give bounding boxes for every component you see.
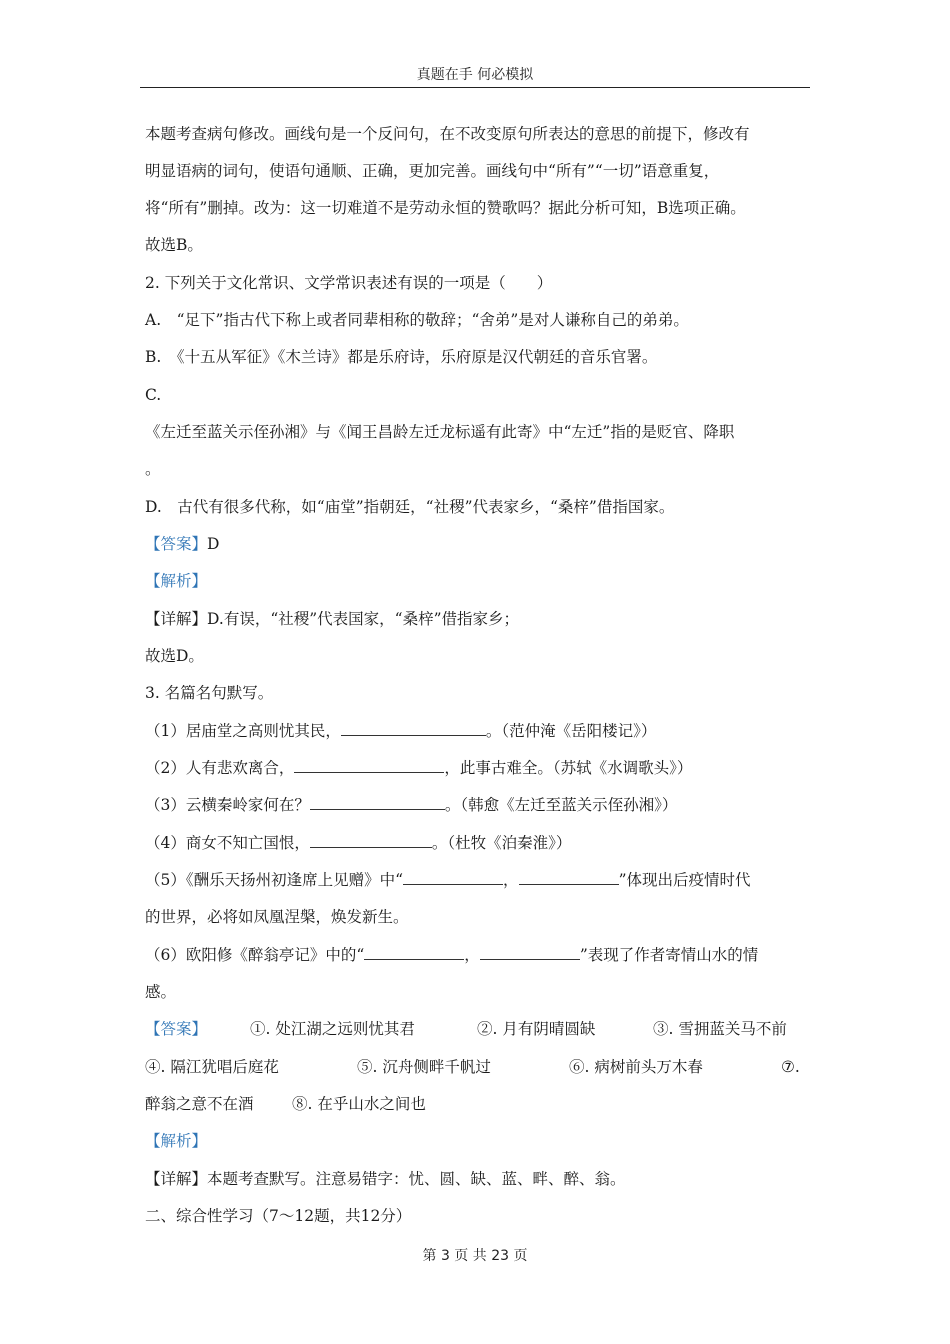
question-2-option-d: D. 古代有很多代称，如“庙堂”指朝廷，“社稷”代表家乡，“桑梓”借指国家。 <box>145 498 675 516</box>
analysis-line-2: 明显语病的词句，使语句通顺、正确，更加完善。画线句中“所有”“一切”语意重复， <box>145 162 720 180</box>
answer-5: ⑤. 沉舟侧畔千帆过 <box>357 1058 491 1076</box>
analysis-line-1: 本题考查病句修改。画线句是一个反问句，在不改变原句所表达的意思的前提下，修改有 <box>145 125 750 143</box>
analysis-line-4: 故选B。 <box>145 236 203 254</box>
section-2-title: 二、综合性学习（7～12题，共12分） <box>145 1207 412 1225</box>
answer-3: ③. 雪拥蓝关马不前 <box>653 1020 787 1038</box>
answer-value: D <box>207 535 220 553</box>
question-2-analysis-tag: 【解析】 <box>145 572 208 590</box>
fill-blank <box>341 721 486 736</box>
question-3-item-6: （6）欧阳修《醉翁亭记》中的“ ， ”表现了作者寄情山水的情 <box>145 946 759 964</box>
question-3-item-6-cont: 感。 <box>145 983 177 1001</box>
question-2-option-c-label: C. <box>145 386 162 404</box>
detail-text: D.有误，“社稷”代表国家，“桑梓”借指家乡； <box>207 610 520 628</box>
fill-blank <box>310 833 432 848</box>
page-header: 真题在手 何必模拟 <box>416 67 534 83</box>
detail-text: 本题考查默写。注意易错字：忧、圆、缺、蓝、畔、醉、翁。 <box>207 1170 626 1188</box>
detail-tag: 【详解】 <box>145 1170 208 1188</box>
question-2-answer <box>145 534 809 554</box>
answer-1: ①. 处江湖之远则忧其君 <box>250 1020 415 1038</box>
header-divider <box>140 87 810 88</box>
answer-tag: 【答案】 <box>145 1020 208 1038</box>
question-2-option-a: A. “足下”指古代下称上或者同辈相称的敬辞；“舍弟”是对人谦称自己的弟弟。 <box>145 311 689 329</box>
question-3-item-4: （4）商女不知亡国恨， 。（杜牧《泊秦淮》） <box>145 834 572 852</box>
fill-blank <box>480 945 580 960</box>
question-2-option-b: B. 《十五从军征》《木兰诗》都是乐府诗，乐府原是汉代朝廷的音乐官署。 <box>145 348 658 366</box>
question-3-stem: 3. 名篇名句默写。 <box>145 684 274 702</box>
question-2-option-c-text: 《左迁至蓝关示侄孙湘》与《闻王昌龄左迁龙标遥有此寄》中“左迁”指的是贬官、降职 <box>145 423 735 441</box>
answer-7-num: ⑦. <box>781 1058 800 1076</box>
question-3-detail <box>145 1169 809 1189</box>
analysis-line-3: 将“所有”删掉。改为：这一切难道不是劳动永恒的赞歌吗？据此分析可知，B选项正确。 <box>145 199 746 217</box>
answer-4: ④. 隔江犹唱后庭花 <box>145 1058 279 1076</box>
answer-8: ⑧. 在乎山水之间也 <box>292 1095 426 1113</box>
fill-blank <box>403 870 503 885</box>
question-3-item-5: （5）《酬乐天扬州初逢席上见赠》中“ ， ”体现出后疫情时代 <box>145 871 751 889</box>
question-2-conclusion: 故选D。 <box>145 647 204 665</box>
page-footer: 第 3 页 共 23 页 <box>422 1248 528 1264</box>
question-3-item-1: （1）居庙堂之高则忧其民， 。（范仲淹《岳阳楼记》） <box>145 722 657 740</box>
fill-blank <box>519 870 619 885</box>
question-3-analysis-tag: 【解析】 <box>145 1132 208 1150</box>
question-3-item-2: （2）人有悲欢离合， ，此事古难全。（苏轼《水调歌头》） <box>145 759 693 777</box>
answer-6: ⑥. 病树前头万木春 <box>569 1058 703 1076</box>
question-3-item-5-cont: 的世界，必将如凤凰涅槃，焕发新生。 <box>145 908 409 926</box>
question-3-item-3: （3）云横秦岭家何在？ 。（韩愈《左迁至蓝关示侄孙湘》） <box>145 796 678 814</box>
question-2-option-c-end: 。 <box>145 460 161 478</box>
answer-7: 醉翁之意不在酒 <box>145 1095 254 1113</box>
question-2-detail <box>145 609 809 629</box>
detail-tag: 【详解】 <box>145 610 208 628</box>
answer-2: ②. 月有阴晴圆缺 <box>477 1020 596 1038</box>
fill-blank <box>294 758 444 773</box>
question-2-stem: 2. 下列关于文化常识、文学常识表述有误的一项是（ ） <box>145 274 553 292</box>
answer-tag: 【答案】 <box>145 535 208 553</box>
fill-blank <box>310 795 445 810</box>
fill-blank <box>364 945 464 960</box>
